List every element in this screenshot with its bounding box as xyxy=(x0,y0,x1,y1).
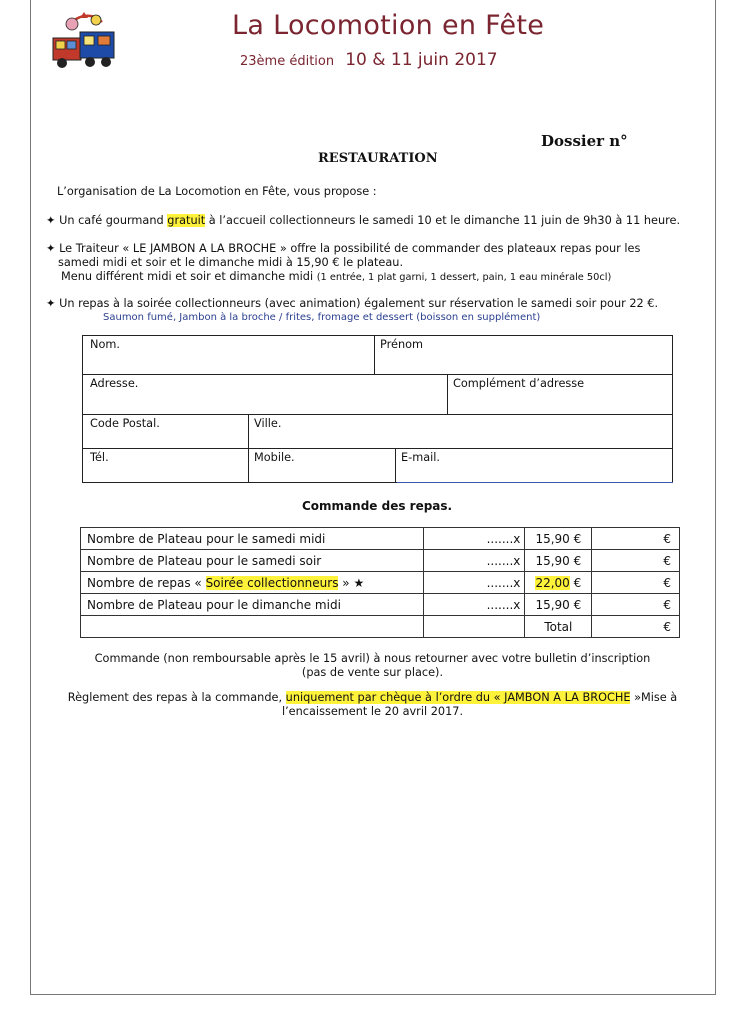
price-suffix: € xyxy=(569,575,582,590)
page-title: La Locomotion en Fête xyxy=(232,10,545,41)
mobile-field[interactable]: Mobile. xyxy=(254,451,295,464)
menu-contents: (1 entrée, 1 plat garni, 1 dessert, pain, 1 eau minérale 50cl) xyxy=(316,272,612,283)
quantity-input[interactable]: .......x xyxy=(423,550,525,572)
bullet-cafe-text: Un café gourmand xyxy=(59,214,168,227)
orders-table xyxy=(80,527,680,638)
total-label: Total xyxy=(525,616,592,638)
unit-price xyxy=(525,572,592,594)
table-row xyxy=(81,528,680,550)
bullet-traiteur-line1: Le Traiteur « LE JAMBON A LA BROCHE » offre la possibilité de commander des plateaux repas pour les xyxy=(59,242,641,255)
order-label xyxy=(81,528,424,550)
tel-field[interactable]: Tél. xyxy=(90,451,109,464)
order-label-text: Nombre de Plateau pour le dimanche midi xyxy=(87,597,341,612)
prenom-field[interactable]: Prénom xyxy=(380,338,424,351)
edition-line xyxy=(240,50,498,70)
complement-adresse-field[interactable]: Complément d’adresse xyxy=(453,377,585,390)
empty-cell xyxy=(423,616,525,638)
edition-dates: 10 & 11 juin 2017 xyxy=(345,50,498,70)
star-bullet-icon: ✦ xyxy=(46,297,56,310)
bullet-traiteur xyxy=(46,242,640,256)
star-bullet-icon: ✦ xyxy=(46,242,56,255)
line-total-input[interactable]: € xyxy=(592,550,680,572)
star-bullet-icon: ✦ xyxy=(46,214,56,227)
bullet-cafe-text-end: à l’accueil collectionneurs le samedi 10 et le dimanche 11 juin de 9h30 à 11 heure. xyxy=(205,214,681,227)
ville-field[interactable]: Ville. xyxy=(254,417,282,430)
table-row-total xyxy=(81,616,680,638)
order-label xyxy=(81,550,424,572)
form-divider xyxy=(82,374,673,375)
intro-text: L’organisation de La Locomotion en Fête, vous propose : xyxy=(57,185,377,198)
form-divider xyxy=(248,414,249,483)
bullet-cafe xyxy=(46,214,680,228)
unit-price: 15,90 € xyxy=(525,550,592,572)
quantity-input[interactable]: .......x xyxy=(423,572,525,594)
table-row xyxy=(81,550,680,572)
payment-note xyxy=(40,691,705,719)
contact-form xyxy=(82,335,673,483)
order-label xyxy=(81,572,424,594)
order-label xyxy=(81,594,424,616)
payment-text-end: »Mise à xyxy=(630,691,678,704)
soiree-menu: Saumon fumé, Jambon à la broche / frites, fromage et dessert (boisson en supplément) xyxy=(103,312,541,323)
orders-title: Commande des repas. xyxy=(302,499,453,513)
quantity-input[interactable]: .......x xyxy=(423,528,525,550)
form-divider xyxy=(82,414,673,415)
table-row xyxy=(81,594,680,616)
order-label-text: Nombre de repas « xyxy=(87,575,206,590)
adresse-field[interactable]: Adresse. xyxy=(90,377,139,390)
order-label-text-end: » ★ xyxy=(338,575,365,590)
menu-description: Menu différent midi et soir et dimanche midi xyxy=(61,270,314,283)
email-field[interactable]: E-mail. xyxy=(401,451,441,464)
form-divider xyxy=(395,448,396,483)
payment-line1 xyxy=(40,691,705,705)
gratuit-highlight: gratuit xyxy=(167,214,206,227)
unit-price: 15,90 € xyxy=(525,594,592,616)
form-divider-blue xyxy=(397,482,673,483)
form-divider xyxy=(82,448,673,449)
grand-total-input[interactable]: € xyxy=(592,616,680,638)
quantity-input[interactable]: .......x xyxy=(423,594,525,616)
line-total-input[interactable]: € xyxy=(592,594,680,616)
order-label-text: Nombre de Plateau pour le samedi soir xyxy=(87,553,322,568)
footer-line1: Commande (non remboursable après le 15 avril) à nous retourner avec votre bulletin d’inscription xyxy=(94,652,651,665)
unit-price: 15,90 € xyxy=(525,528,592,550)
code-postal-field[interactable]: Code Postal. xyxy=(90,417,160,430)
order-label-text: Nombre de Plateau pour le samedi midi xyxy=(87,531,326,546)
form-divider xyxy=(374,335,375,374)
dossier-number-label: Dossier n° xyxy=(541,132,628,150)
bullet-traiteur-line3 xyxy=(61,270,611,285)
footer-note xyxy=(40,652,705,680)
soiree-highlight: Soirée collectionneurs xyxy=(205,575,339,590)
bullet-soiree xyxy=(46,297,658,311)
locomotion-logo xyxy=(50,8,120,70)
payment-text: Règlement des repas à la commande, xyxy=(67,691,286,704)
line-total-input[interactable]: € xyxy=(592,572,680,594)
edition-number: 23ème édition xyxy=(240,54,335,69)
form-divider xyxy=(447,374,448,414)
bullet-soiree-text: Un repas à la soirée collectionneurs (avec animation) également sur réservation le samedi soir pour 22 €. xyxy=(59,297,659,310)
payment-line2: l’encaissement le 20 avril 2017. xyxy=(281,705,464,718)
section-title: RESTAURATION xyxy=(318,151,438,166)
footer-line2: (pas de vente sur place). xyxy=(301,666,444,679)
payment-highlight: uniquement par chèque à l’ordre du « JAMBON A LA BROCHE xyxy=(285,691,631,704)
price-highlight: 22,00 xyxy=(535,575,570,590)
nom-field[interactable]: Nom. xyxy=(90,338,120,351)
bullet-traiteur-line2: samedi midi et soir et le dimanche midi à 15,90 € le plateau. xyxy=(58,256,404,269)
line-total-input[interactable]: € xyxy=(592,528,680,550)
empty-cell xyxy=(81,616,424,638)
table-row xyxy=(81,572,680,594)
